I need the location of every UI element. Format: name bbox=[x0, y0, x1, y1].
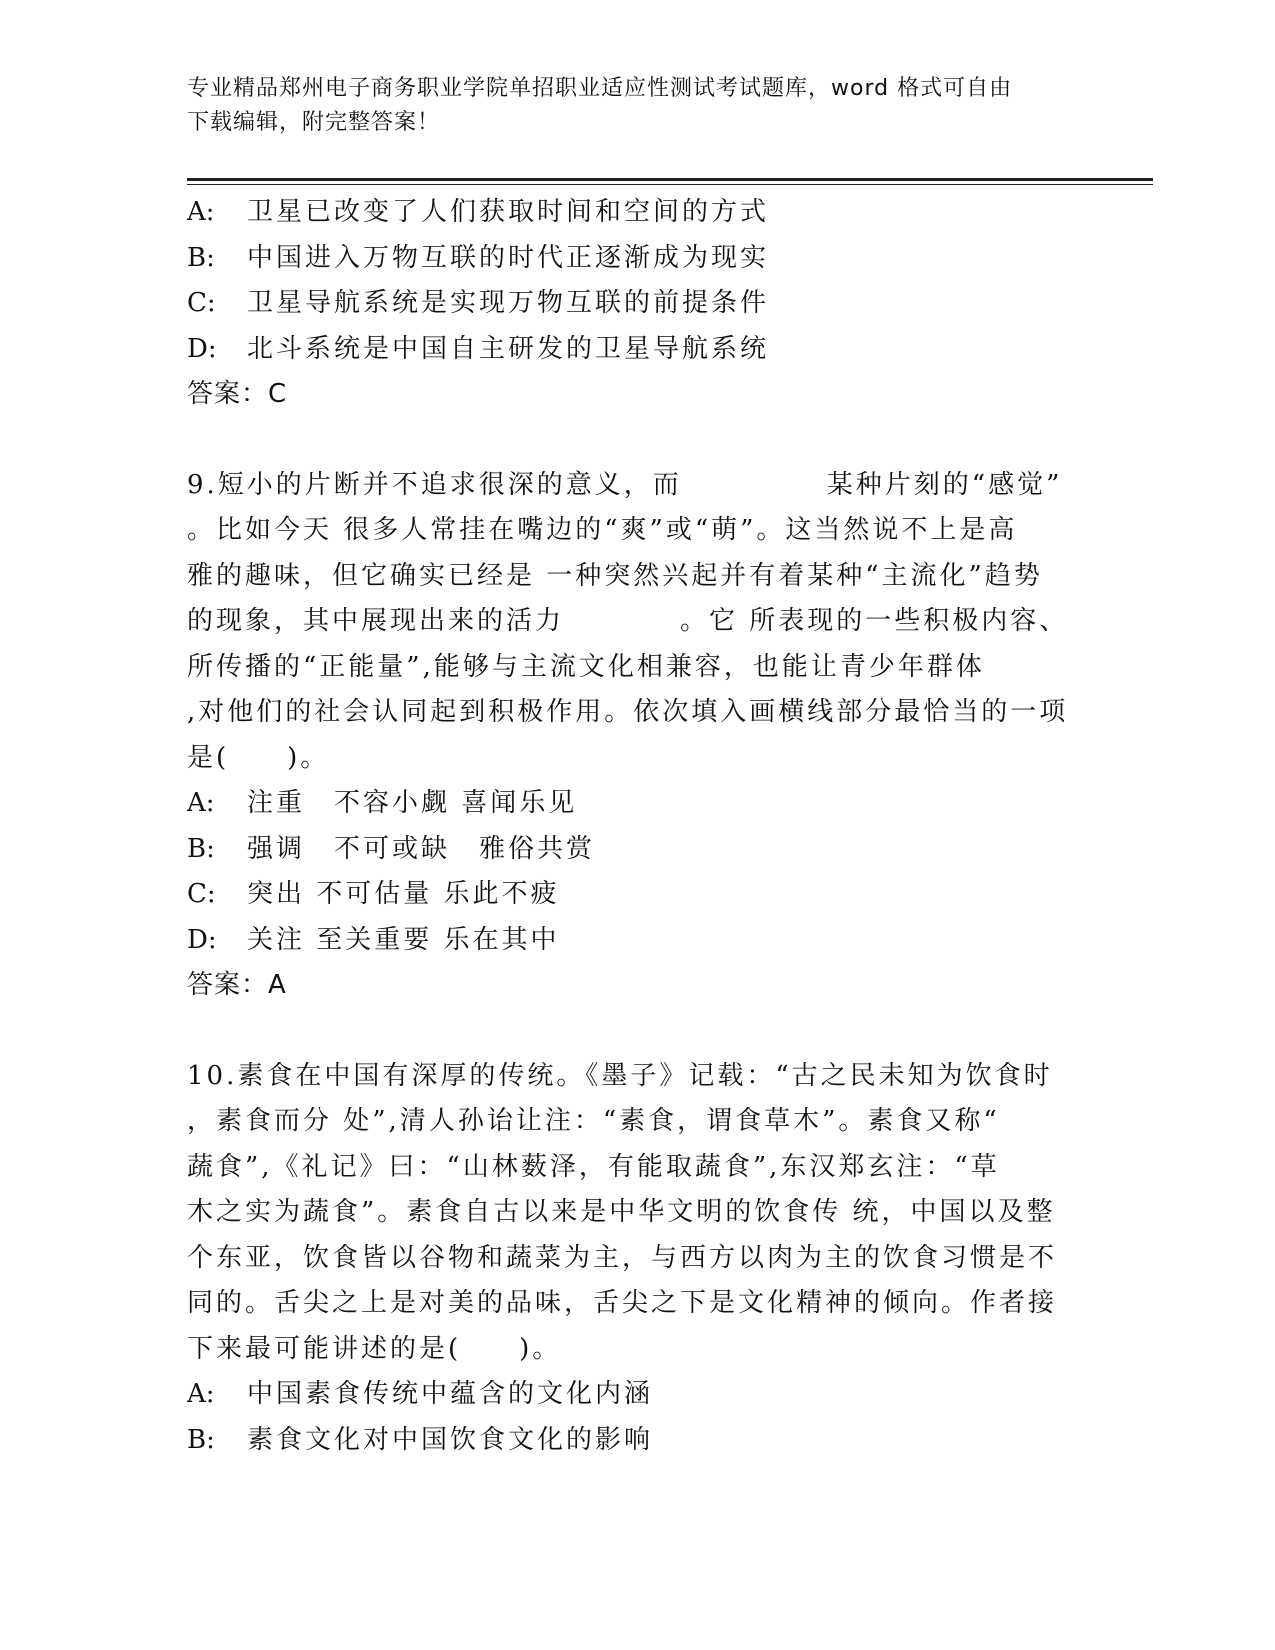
option-text: 卫星导航系统是实现万物互联的前提条件 bbox=[247, 288, 770, 318]
question-line: 下来最可能讲述的是( )。 bbox=[187, 1333, 562, 1364]
option-text: 突出 不可估量 乐此不疲 bbox=[247, 879, 560, 909]
option-a bbox=[187, 190, 1087, 236]
question-line: 10.素食在中国有深厚的传统。《墨子》记载：“古之民未知为饮食时 bbox=[187, 1060, 1053, 1091]
question-line: 。比如今天 很多人常挂在嘴边的“爽”或“萌”。这当然说不上是高 bbox=[187, 515, 1018, 545]
option-letter: B: bbox=[187, 242, 215, 273]
option-d bbox=[187, 918, 1087, 964]
option-a bbox=[187, 781, 1087, 827]
option-letter: B: bbox=[187, 833, 215, 864]
question-line: 蔬食”,《礼记》曰：“山林薮泽，有能取蔬食”,东汉郑玄注：“草 bbox=[187, 1151, 1000, 1182]
header-rule-thick bbox=[187, 178, 1153, 181]
question-line: 同的。舌尖之上是对美的品味，舌尖之下是文化精神的倾向。作者接 bbox=[187, 1288, 1058, 1318]
option-text: 中国素食传统中蕴含的文化内涵 bbox=[247, 1379, 654, 1409]
question-8 bbox=[187, 190, 1087, 418]
spacer bbox=[187, 418, 1087, 463]
header-rule-thin bbox=[187, 184, 1153, 185]
option-letter: A: bbox=[187, 1379, 215, 1409]
question-line: 所传播的“正能量”,能够与主流文化相兼容，也能让青少年群体 bbox=[187, 651, 985, 682]
header-line-2: 下载编辑，附完整答案！ bbox=[187, 110, 441, 135]
option-text: 中国进入万物互联的时代正逐渐成为现实 bbox=[247, 242, 770, 273]
option-d bbox=[187, 327, 1087, 373]
document-body bbox=[187, 190, 1087, 1463]
header-line-1: 专业精品郑州电子商务职业学院单招职业适应性测试考试题库，word 格式可自由 bbox=[187, 76, 1013, 101]
option-letter: C: bbox=[187, 879, 216, 909]
option-text: 素食文化对中国饮食文化的影响 bbox=[247, 1424, 654, 1455]
option-letter: A: bbox=[187, 197, 215, 227]
option-c bbox=[187, 281, 1087, 327]
option-letter: D: bbox=[187, 333, 217, 364]
question-line: ，素食而分 处”,清人孙诒让注：“素食，谓食草木”。素食又称“ bbox=[187, 1106, 1000, 1136]
answer: 答案：A bbox=[187, 970, 287, 1000]
question-line: ,对他们的社会认同起到积极作用。依次填入画横线部分最恰当的一项 bbox=[187, 697, 1069, 727]
question-line: 个东亚，饮食皆以谷物和蔬菜为主，与西方以肉为主的饮食习惯是不 bbox=[187, 1242, 1058, 1273]
option-b bbox=[187, 1418, 1087, 1464]
option-text: 卫星已改变了人们获取时间和空间的方式 bbox=[247, 197, 770, 227]
question-line: 是( )。 bbox=[187, 742, 330, 773]
question-10 bbox=[187, 1054, 1087, 1464]
option-letter: B: bbox=[187, 1424, 215, 1455]
question-line: 雅的趣味，但它确实已经是 一种突然兴起并有着某种“主流化”趋势 bbox=[187, 560, 1043, 591]
option-text: 关注 至关重要 乐在其中 bbox=[247, 924, 560, 955]
option-text: 强调 不可或缺 雅俗共赏 bbox=[247, 833, 596, 864]
option-c bbox=[187, 872, 1087, 918]
question-line: 木之实为蔬食”。素食自古以来是中华文明的饮食传 统，中国以及整 bbox=[187, 1197, 1056, 1227]
option-b bbox=[187, 236, 1087, 282]
option-letter: C: bbox=[187, 288, 216, 318]
option-text: 注重 不容小觑 喜闻乐见 bbox=[247, 788, 578, 818]
option-text: 北斗系统是中国自主研发的卫星导航系统 bbox=[247, 333, 770, 364]
question-line: 9.短小的片断并不追求很深的意义，而 某种片刻的“感觉” bbox=[187, 469, 1063, 500]
document-header bbox=[187, 72, 1067, 140]
option-letter: D: bbox=[187, 924, 217, 955]
option-letter: A: bbox=[187, 788, 215, 818]
option-b bbox=[187, 827, 1087, 873]
option-a bbox=[187, 1372, 1087, 1418]
answer: 答案：C bbox=[187, 379, 288, 409]
question-9 bbox=[187, 463, 1087, 1009]
spacer bbox=[187, 1009, 1087, 1054]
question-line: 的现象，其中展现出来的活力 。它 所表现的一些积极内容、 bbox=[187, 606, 1069, 636]
